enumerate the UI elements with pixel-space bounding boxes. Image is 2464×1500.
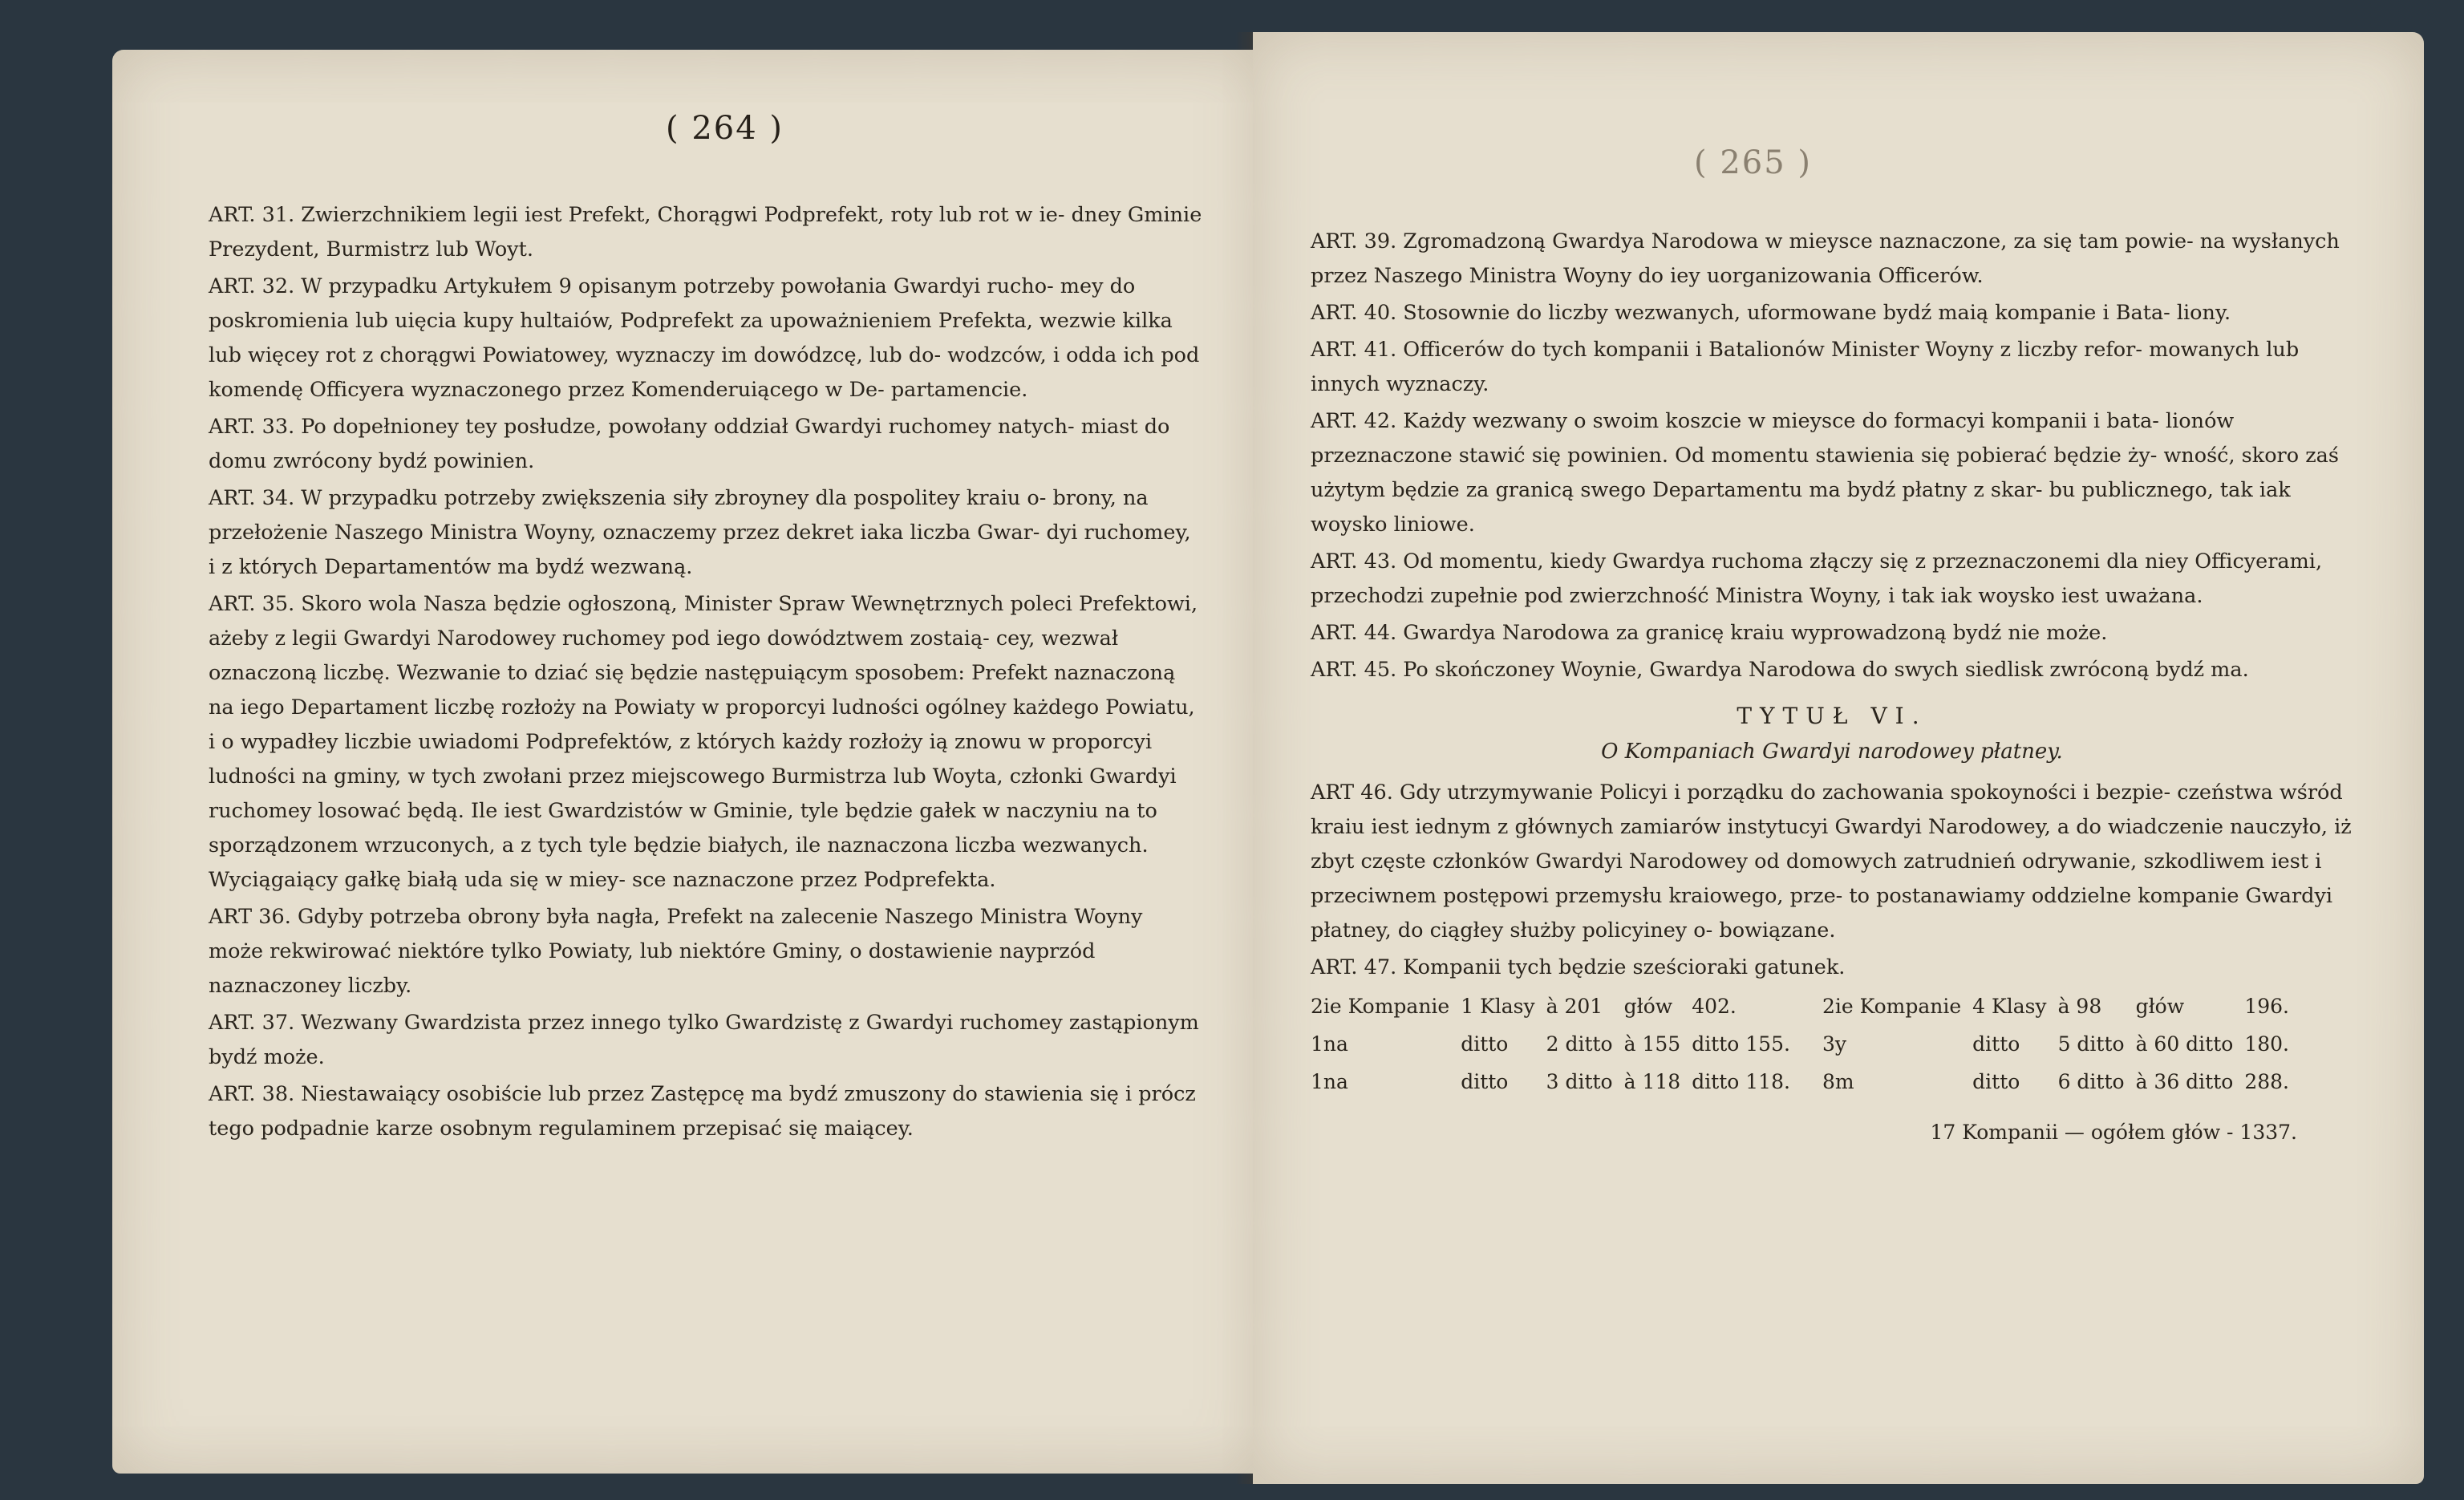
right-page bbox=[1253, 32, 2424, 1484]
article-40: ART. 40. Stosownie do liczby wezwanych, uformowane bydź maią kompanie i Bata- liony. bbox=[1311, 301, 2231, 325]
table-cell: à 98 bbox=[2057, 995, 2102, 1018]
table-cell: à 60 ditto bbox=[2135, 1032, 2234, 1056]
table-cell: ditto 155. bbox=[1692, 1032, 1790, 1056]
table-cell: ditto bbox=[1972, 1032, 2020, 1056]
table-cell: à 155 bbox=[1623, 1032, 1681, 1056]
table-cell: 1na bbox=[1311, 1032, 1348, 1056]
table-row bbox=[1311, 987, 2300, 1025]
table-cell: głów bbox=[1623, 995, 1673, 1018]
table-cell: głów bbox=[2135, 995, 2185, 1018]
table-cell: 2ie Kompanie bbox=[1822, 995, 1962, 1018]
table-cell: 4 Klasy bbox=[1972, 995, 2047, 1018]
company-table bbox=[1311, 987, 2300, 1101]
article-35: ART. 35. Skoro wola Nasza będzie ogłoszoną, Minister Spraw Wewnętrznych poleci Prefektowi, ażeby z legii Gwardyi Narodowey ruchomey pod iego dowództwem zostaią- cey, wezwał oznaczoną liczbę. Wezwanie to dziać się będzie następuiącym sposobem: Prefekt naznaczoną na iego Departament liczbę rozłoży na Powiaty w proporcyi ludności ogólney każdego Powiatu, i o wypadłey liczbie uwiadomi Podprefektów, z których każdy rozłoży ią znowu w proporcyi ludności na gminy, w tych zwołani przez miejscowego Burmistrza lub Woyta, członki Gwardyi ruchomey losować będą. Ile iest Gwardzistów w Gminie, tyle będzie gałek w naczyniu na to sporządzonem wrzuconych, a z tych tyle będzie białych, ile naznaczona liczba wezwanych. Wyciągaiący gałkę białą uda się w miey- sce naznaczone przez Podprefekta. bbox=[209, 592, 1198, 892]
table-cell: à 118 bbox=[1623, 1070, 1681, 1093]
table-cell: ditto bbox=[1972, 1070, 2020, 1093]
article-44: ART. 44. Gwardya Narodowa za granicę kraiu wyprowadzoną bydź nie może. bbox=[1311, 621, 2108, 645]
right-page-text bbox=[1311, 225, 2353, 1149]
article-46: ART 46. Gdy utrzymywanie Policyi i porządku do zachowania spokoyności i bezpie- czeństwa wśród kraiu iest iednym z głównych zamiarów instytucyi Gwardyi Narodowey, a do wiadczenie nauczyło, iż zbyt częste członków Gwardyi Narodowey od domowych zatrudnień odrywanie, szkodliwem iest i przeciwnem postępowi przemysłu kraiowego, prze- to postanawiamy oddzielne kompanie Gwardyi płatney, do ciągłey służby policyiney o- bowiązane. bbox=[1311, 780, 2352, 943]
section-title: TYTUŁ VI. bbox=[1737, 703, 1927, 729]
table-cell: 1 Klasy bbox=[1461, 995, 1535, 1018]
table-row bbox=[1311, 1025, 2300, 1063]
table-cell: ditto 118. bbox=[1692, 1070, 1790, 1093]
table-cell: 8m bbox=[1822, 1070, 1854, 1093]
article-38: ART. 38. Niestawaiący osobiście lub przez Zastępcę ma bydź zmuszony do stawienia się i prócz tego podpadnie karze osobnym regulaminem przepisać się maiącey. bbox=[209, 1082, 1196, 1141]
left-page bbox=[112, 50, 1259, 1474]
table-cell: 288. bbox=[2244, 1070, 2289, 1093]
table-cell: 196. bbox=[2244, 995, 2289, 1018]
article-33: ART. 33. Po dopełnioney tey posłudze, powołany oddział Gwardyi ruchomey natych- miast do domu zwrócony bydź powinien. bbox=[209, 415, 1170, 473]
article-37: ART. 37. Wezwany Gwardzista przez innego tylko Gwardzistę z Gwardyi ruchomey zastąpionym bydź może. bbox=[209, 1011, 1199, 1069]
table-cell: 3 ditto bbox=[1546, 1070, 1613, 1093]
article-32: ART. 32. W przypadku Artykułem 9 opisanym potrzeby powołania Gwardyi rucho- mey do poskromienia lub uięcia kupy hultaiów, Podprefekt za upoważnieniem Prefekta, wezwie kilka lub więcey rot z chorągwi Powiatowey, wyznaczy im dowódzcę, lub do- wodzców, i odda ich pod komendę Officyera wyznaczonego przez Komenderuiącego w De- partamencie. bbox=[209, 274, 1200, 402]
article-34: ART. 34. W przypadku potrzeby zwiększenia siły zbroyney dla pospolitey kraiu o- brony, na przełożenie Naszego Ministra Woyny, oznaczemy przez dekret iaka liczba Gwar- dyi ruchomey, i z których Departamentów ma bydź wezwaną. bbox=[209, 486, 1191, 579]
page-number: ( 264 ) bbox=[666, 110, 784, 147]
table-cell: 3y bbox=[1822, 1032, 1846, 1056]
article-31: ART. 31. Zwierzchnikiem legii iest Prefekt, Chorągwi Podprefekt, roty lub rot w ie- dney Gminie Prezydent, Burmistrz lub Woyt. bbox=[209, 203, 1202, 261]
table-row bbox=[1311, 1063, 2300, 1101]
table-cell: 2ie Kompanie bbox=[1311, 995, 1450, 1018]
article-47: ART. 47. Kompanii tych będzie sześcioraki gatunek. bbox=[1311, 955, 1846, 979]
table-cell: ditto bbox=[1461, 1032, 1509, 1056]
section-subtitle: O Kompaniach Gwardyi narodowey płatney. bbox=[1601, 740, 2063, 764]
article-36: ART 36. Gdyby potrzeba obrony była nagła, Prefekt na zalecenie Naszego Ministra Woyny może rekwirować niektóre tylko Powiaty, lub niektóre Gminy, o dostawienie nayprzód naznaczoney liczby. bbox=[209, 905, 1143, 998]
company-total: 17 Kompanii — ogółem głów - 1337. bbox=[1930, 1121, 2297, 1144]
table-cell: ditto bbox=[1461, 1070, 1509, 1093]
article-39: ART. 39. Zgromadzoną Gwardya Narodowa w mieysce naznaczone, za się tam powie- na wysłanych przez Naszego Ministra Woyny do iey uorganizowania Officerów. bbox=[1311, 229, 2340, 288]
table-cell: 180. bbox=[2244, 1032, 2289, 1056]
article-42: ART. 42. Każdy wezwany o swoim koszcie w mieysce do formacyi kompanii i bata- lionów przeznaczone stawić się powinien. Od momentu stawienia się pobierać będzie ży- wność, skoro zaś użytym będzie za granicą swego Departamentu ma bydź płatny z skar- bu publicznego, tak iak woysko liniowe. bbox=[1311, 409, 2339, 537]
left-page-text bbox=[209, 198, 1203, 1149]
table-cell: à 36 ditto bbox=[2135, 1070, 2234, 1093]
page-number: ( 265 ) bbox=[1694, 144, 1812, 181]
table-cell: 2 ditto bbox=[1546, 1032, 1613, 1056]
article-43: ART. 43. Od momentu, kiedy Gwardya ruchoma złączy się z przeznaczonemi dla niey Officyerami, przechodzi zupełnie pod zwierzchność Ministra Woyny, i tak iak woysko iest uważana. bbox=[1311, 549, 2323, 608]
table-cell: 6 ditto bbox=[2057, 1070, 2125, 1093]
table-cell: à 201 bbox=[1546, 995, 1603, 1018]
article-45: ART. 45. Po skończoney Woynie, Gwardya Narodowa do swych siedlisk zwróconą bydź ma. bbox=[1311, 658, 2249, 682]
table-cell: 402. bbox=[1692, 995, 1737, 1018]
table-cell: 5 ditto bbox=[2057, 1032, 2125, 1056]
article-41: ART. 41. Officerów do tych kompanii i Batalionów Minister Woyny z liczby refor- mowanych lub innych wyznaczy. bbox=[1311, 338, 2300, 396]
table-cell: 1na bbox=[1311, 1070, 1348, 1093]
